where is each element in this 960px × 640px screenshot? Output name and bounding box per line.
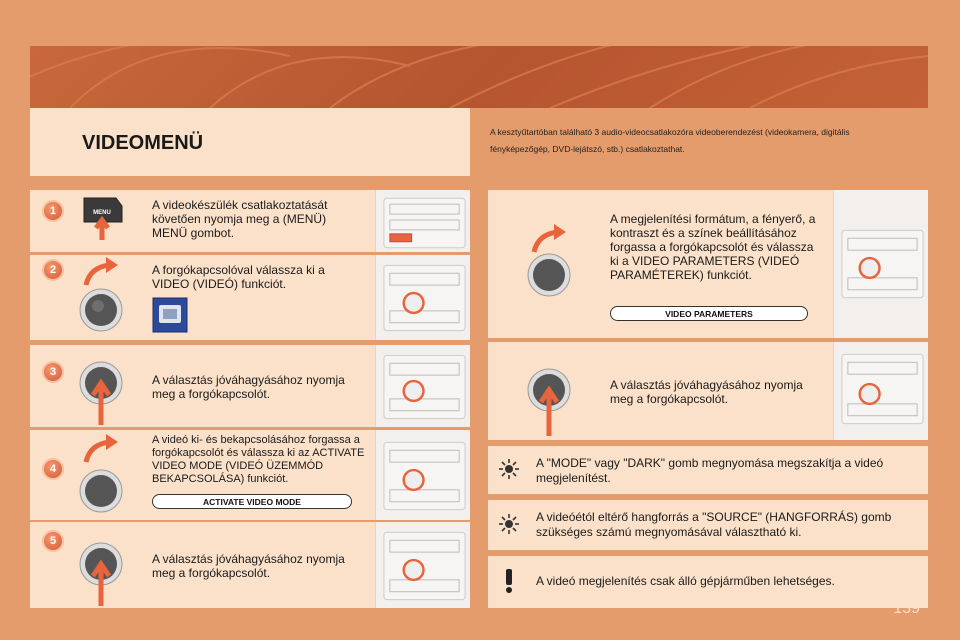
step-3-row — [30, 345, 470, 427]
rotary-knob-icon — [78, 468, 124, 514]
note-warning-text: A videó megjelenítés csak álló gépjárműben lehetséges. — [536, 574, 835, 588]
video-function-icon — [152, 297, 188, 333]
step-number-badge: 3 — [44, 363, 62, 381]
activate-video-mode-pill: ACTIVATE VIDEO MODE — [152, 494, 352, 509]
radio-panel-image — [833, 342, 928, 440]
step-2-row — [30, 255, 470, 340]
rotate-arrow-icon — [82, 434, 122, 464]
confirm-row — [488, 342, 928, 440]
step-number-badge: 1 — [44, 202, 62, 220]
rotary-knob-icon — [78, 287, 124, 333]
step-number-badge: 4 — [44, 460, 62, 478]
radio-panel-image — [375, 255, 470, 340]
page-title: VIDEOMENÜ — [82, 132, 204, 154]
tip-sun-icon — [498, 513, 520, 535]
intro-text: A kesztyűtartóban található 3 audio-videocsatlakozóra videoberendezést (videokamera, digitális fényképezőgép, DVD-lejátszó, stb.) csatlakoztathat. — [490, 127, 850, 154]
tip-sun-icon — [498, 458, 520, 480]
header-banner — [30, 46, 928, 108]
menu-button-label: MENU — [93, 210, 111, 216]
step-1-text: A videokészülék csatlakoztatását követően nyomja meg a (MENÜ) MENÜ gombot. — [152, 198, 328, 240]
rotate-arrow-icon — [530, 224, 570, 254]
rotate-arrow-icon — [82, 257, 122, 287]
step-number-badge: 2 — [44, 261, 62, 279]
step-5-text: A választás jóváhagyásához nyomja meg a forgókapcsolót. — [152, 552, 345, 580]
step-4-text: A videó ki- és bekapcsolásához forgassa a forgókapcsolót és válassza ki az ACTIVATE VIDEO MODE (VIDEÓ ÜZEMMÓD BEKAPCSOLÁSA) funkciót. — [152, 434, 365, 485]
note-mode-dark — [488, 446, 928, 494]
step-1-row — [30, 190, 470, 252]
menu-button-icon — [80, 192, 124, 242]
warning-icon — [498, 568, 520, 594]
video-parameters-text: A megjelenítési formátum, a fényerő, a kontraszt és a színek beállításához forgassa a forgókapcsolót és válassza ki a VIDEO PARAMETERS (VIDEÓ PARAMÉTEREK) funkciót. — [610, 212, 816, 282]
radio-panel-image — [833, 190, 928, 338]
page-number: 139 — [893, 600, 920, 617]
note-mode-dark-text: A "MODE" vagy "DARK" gomb megnyomása megszakítja a videó megjelenítést. — [536, 456, 884, 485]
rotary-knob-icon — [526, 252, 572, 298]
step-3-text: A választás jóváhagyásához nyomja meg a forgókapcsolót. — [152, 373, 345, 401]
note-warning — [488, 556, 928, 608]
radio-panel-image — [375, 345, 470, 427]
radio-panel-image — [375, 430, 470, 520]
note-source — [488, 500, 928, 550]
video-parameters-pill: VIDEO PARAMETERS — [610, 306, 808, 321]
step-number-badge: 5 — [44, 532, 62, 550]
note-source-text: A videóétól eltérő hangforrás a "SOURCE" (HANGFORRÁS) gomb szükséges számú megnyomásával választható ki. — [536, 510, 892, 539]
step-4-row — [30, 430, 470, 520]
confirm-text: A választás jóváhagyásához nyomja meg a forgókapcsolót. — [610, 378, 803, 406]
radio-panel-image — [375, 522, 470, 608]
title-box — [30, 108, 470, 176]
step-5-row — [30, 522, 470, 608]
press-knob-icon — [526, 356, 572, 436]
radio-panel-image — [375, 190, 470, 252]
press-knob-icon — [78, 526, 124, 606]
step-2-text: A forgókapcsolóval válassza ki a VIDEO (VIDEÓ) funkciót. — [152, 263, 325, 291]
video-parameters-row — [488, 190, 928, 338]
press-knob-icon — [78, 349, 124, 425]
